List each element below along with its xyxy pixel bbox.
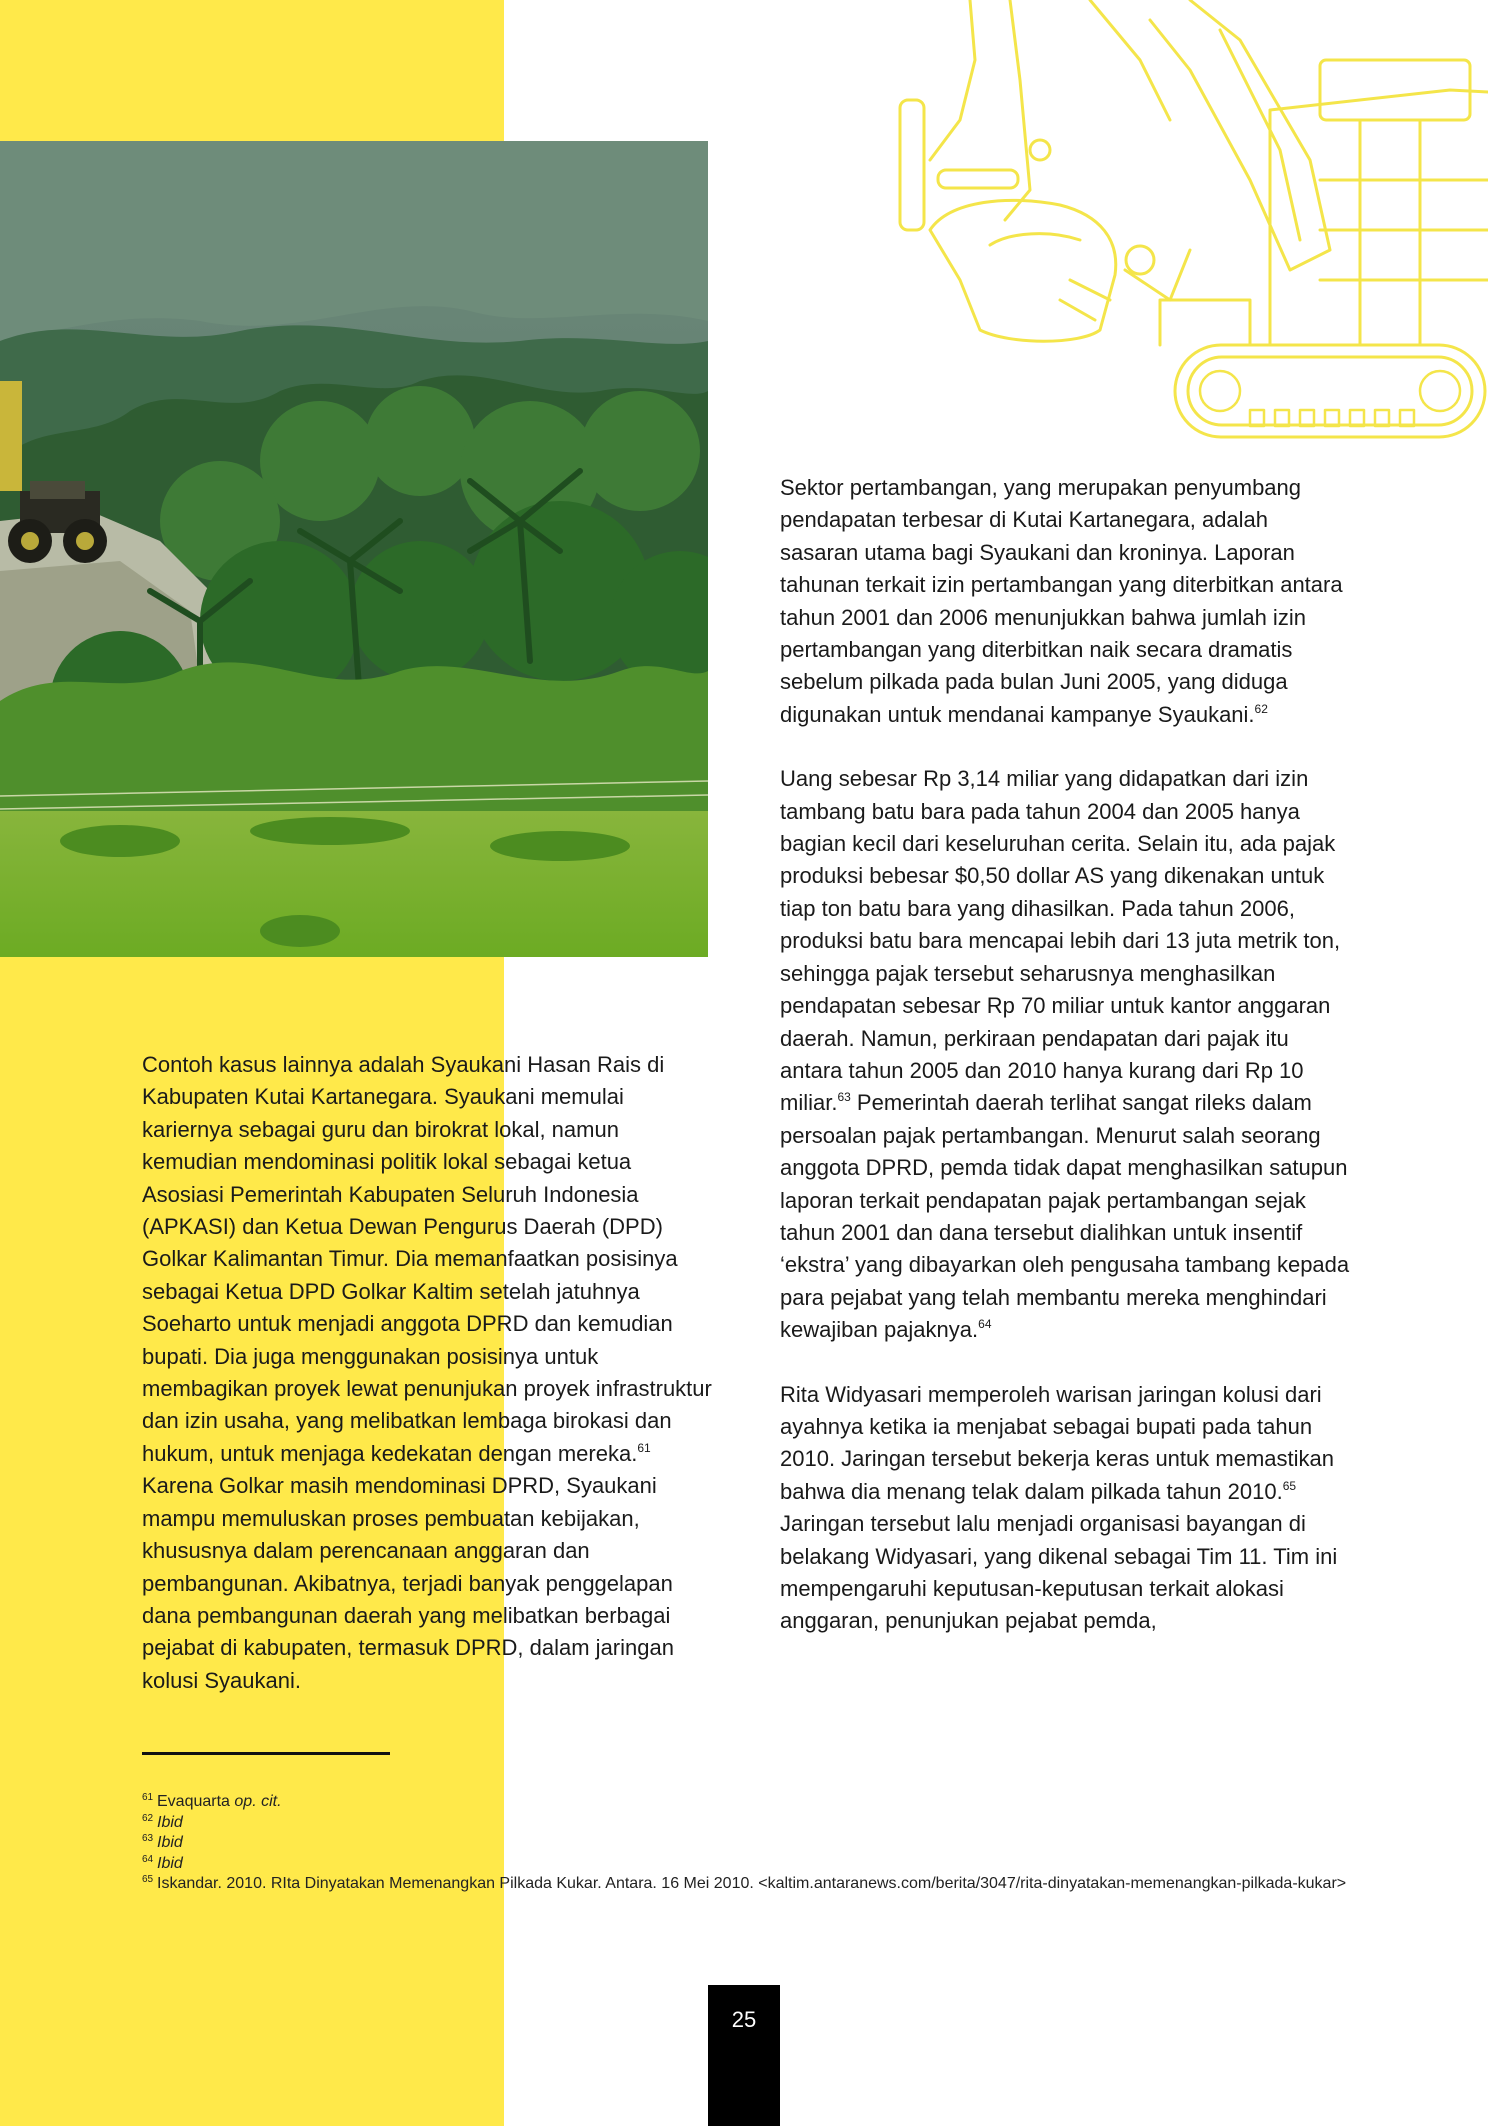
- footnote-ref-61[interactable]: 61: [637, 1440, 651, 1455]
- footnotes: [142, 1792, 1352, 1895]
- page-number: 25: [731, 2007, 757, 2032]
- footnote-65: 65 Iskandar. 2010. RIta Dinyatakan Memenangkan Pilkada Kukar. Antara. 16 Mei 2010. <kaltim.antaranews.com/berita/3047/rita-dinyatakan-memenangkan-pilkada-kukar>: [142, 1874, 1347, 1893]
- footnote-ref-65[interactable]: 65: [1282, 1478, 1297, 1493]
- paragraph-rita-widyasari: Rita Widyasari memperoleh warisan jaringan kolusi dari ayahnya ketika ia menjabat sebagai bupati pada tahun 2010. Jaringan tersebut bekerja keras untuk memastikan bahwa dia menang telak dalam pilkada tahun 2010.65 Jaringan tersebut lalu menjadi organisasi bayangan di belakang Widyasari, yang dikenal sebagai Tim 11. Tim ini mempengaruhi keputusan-keputusan terkait alokasi anggaran, penunjukan pejabat pemda,: [780, 1381, 1338, 1634]
- footnote-64: 64 Ibid: [142, 1853, 183, 1872]
- footnote-ref-62[interactable]: 62: [1254, 701, 1268, 716]
- footnote-63: 63 Ibid: [142, 1833, 183, 1852]
- footnote-ref-63[interactable]: 63: [837, 1090, 851, 1105]
- left-text-column: [142, 1049, 712, 1729]
- right-text-column: [780, 472, 1350, 1670]
- footnote-divider: [142, 1752, 390, 1755]
- excavator-illustration: [890, 0, 1488, 445]
- paragraph-mining-sector: Sektor pertambangan, yang merupakan penyumbang pendapatan terbesar di Kutai Kartanegara, adalah sasaran utama bagi Syaukani dan kroninya. Laporan tahunan terkait izin pertambangan yang diterbitkan antara tahun 2001 dan 2006 menunjukkan bahwa jumlah izin pertambangan yang diterbitkan naik secara dramatis sebelum pilkada pada bulan Juni 2005, yang diduga digunakan untuk mendanai kampanye Syaukani.$^{62}$: [780, 475, 1343, 727]
- footnote-62: 62 Ibid: [142, 1812, 183, 1831]
- footnote-ref-64[interactable]: 64: [978, 1317, 992, 1332]
- mining-landscape-photo: [0, 141, 708, 957]
- page-number-box: [708, 1985, 780, 2126]
- footnote-61: 61 Evaquarta op. cit.: [142, 1792, 282, 1810]
- paragraph-mining-tax: Uang sebesar Rp 3,14 miliar yang didapatkan dari izin tambang batu bara pada tahun 2004 dan 2005 hanya bagian kecil dari keseluruhan cerita. Selain itu, ada pajak produksi bebesar $0,50 dollar AS yang dikenakan untuk tiap ton batu bara yang dihasilkan. Pada tahun 2006, produksi batu bara mencapai lebih dari 13 juta metrik ton, sehingga pajak tersebut seharusnya menghasilkan pendapatan sebesar Rp 70 miliar untuk kantor anggaran daerah. Namun, perkiraan pendapatan dari pajak itu antara tahun 2005 dan 2010 hanya kurang dari Rp 10 miliar.$^{63}$ Pemerintah daerah terlihat sangat rileks dalam persoalan pajak pertambangan. Menurut salah seorang anggota DPRD, pemda tidak dapat menghasilkan satupun laporan terkait pendapatan pajak pertambangan sejak tahun 2001 dan dana tersebut dialihkan untuk insentif ‘ekstra’ yang dibayarkan oleh pengusaha tambang kepada para pejabat yang telah membantu mereka menghindari kewajiban pajaknya.$^{64}$: [780, 766, 1350, 1343]
- paragraph-syaukani-intro: Contoh kasus lainnya adalah Syaukani Hasan Rais di Kabupaten Kutai Kartanegara. Syaukani memulai kariernya sebagai guru dan birokrat lokal, namun kemudian mendominasi politik lokal sebagai ketua Asosiasi Pemerintah Kabupaten Seluruh Indonesia (APKASI) dan Ketua Dewan Pengurus Daerah (DPD) Golkar Kalimantan Timur. Dia memanfaatkan posisinya sebagai Ketua DPD Golkar Kaltim setelah jatuhnya Soeharto untuk menjadi anggota DPRD dan kemudian bupati. Dia juga menggunakan posisinya untuk membagikan proyek lewat penunjukan proyek infrastruktur dan izin usaha, yang melibatkan lembaga birokasi dan hukum, untuk menjaga kedekatan dengan mereka.$^{61}$ Karena Golkar masih mendominasi DPRD, Syaukani mampu memuluskan proses pembuatan kebijakan, khususnya dalam perencanaan anggaran dan pembangunan. Akibatnya, terjadi banyak penggelapan dana pembangunan daerah yang melibatkan berbagai pejabat di kabupaten, termasuk DPRD, dalam jaringan kolusi Syaukani.: [142, 1052, 712, 1693]
